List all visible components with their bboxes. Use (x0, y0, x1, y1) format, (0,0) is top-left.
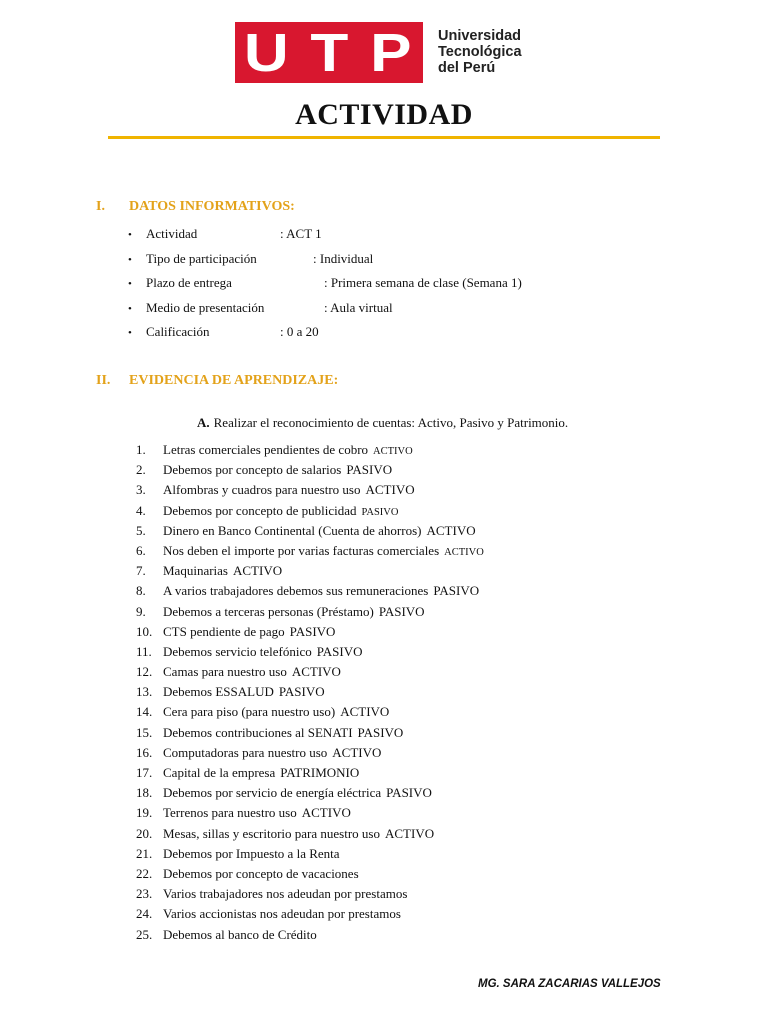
item-text: Debemos por concepto de salarios (163, 462, 342, 478)
account-item (136, 845, 484, 865)
item-number: 23. (136, 886, 153, 902)
item-text: Maquinarias (163, 563, 228, 579)
item-classification: ACTIVO (444, 546, 484, 558)
section-heading-datos (96, 199, 295, 215)
info-item (128, 323, 319, 348)
item-text: Alfombras y cuadros para nuestro uso (163, 482, 361, 498)
item-text: Debemos a terceras personas (Préstamo) (163, 603, 374, 619)
info-value: : ACT 1 (280, 226, 322, 241)
account-item (136, 582, 484, 602)
accounts-list (136, 441, 484, 946)
account-item (136, 825, 484, 845)
account-item (136, 926, 484, 946)
info-label: Calificación (146, 324, 210, 339)
item-number: 19. (136, 805, 153, 821)
account-item (136, 744, 484, 764)
logo-letters (235, 22, 423, 83)
item-text: A varios trabajadores debemos sus remuneraciones (163, 583, 429, 599)
bullet-icon: • (128, 327, 132, 339)
bullet-icon: • (128, 302, 132, 315)
item-text: Debemos servicio telefónico (163, 643, 312, 659)
item-classification: PASIVO (433, 583, 480, 599)
account-item (136, 724, 484, 744)
item-number: 10. (136, 623, 153, 639)
logo-text-line: Tecnológica (438, 44, 522, 60)
item-text: Cera para piso (para nuestro uso) (163, 704, 336, 720)
item-number: 12. (136, 664, 153, 680)
account-item (136, 603, 484, 623)
instruction-line (197, 415, 568, 431)
item-number: 20. (136, 825, 153, 841)
section-number: II. (96, 373, 111, 388)
item-classification: PASIVO (386, 785, 432, 801)
page-title: ACTIVIDAD (295, 98, 473, 131)
item-text: Varios trabajadores nos adeudan por prestamos (163, 886, 408, 902)
item-number: 7. (136, 563, 146, 579)
account-item (136, 502, 484, 522)
account-item (136, 562, 484, 582)
utp-logo (235, 22, 535, 84)
item-number: 3. (136, 482, 146, 498)
account-item (136, 865, 484, 885)
account-item (136, 623, 484, 643)
item-number: 1. (136, 442, 146, 457)
info-list (128, 225, 522, 348)
logo-letter: T (310, 22, 351, 83)
info-value: : Primera semana de clase (Semana 1) (324, 275, 522, 290)
info-item (128, 299, 393, 324)
account-item (136, 703, 484, 723)
item-number: 2. (136, 462, 146, 478)
account-item (136, 683, 484, 703)
item-classification: ACTIVO (332, 744, 382, 760)
item-number: 5. (136, 522, 146, 538)
item-number: 25. (136, 926, 153, 942)
item-number: 17. (136, 765, 153, 780)
item-classification: ACTIVO (384, 825, 435, 841)
section-number: I. (96, 199, 105, 214)
item-classification: ACTIVO (291, 664, 341, 680)
info-value: : 0 a 20 (280, 324, 319, 339)
account-item (136, 522, 484, 542)
item-number: 13. (136, 684, 153, 700)
item-text: Debemos por concepto de publicidad (163, 502, 357, 518)
account-item (136, 643, 484, 663)
account-item (136, 461, 484, 481)
info-value: : Individual (313, 250, 374, 266)
info-label: Actividad (146, 226, 198, 241)
item-number: 4. (136, 502, 146, 518)
item-classification: ACTIVO (365, 482, 415, 498)
info-label: Medio de presentación (146, 299, 265, 315)
logo-letter: P (369, 22, 414, 83)
logo-text-line: Universidad (438, 28, 521, 44)
item-text: Varios accionistas nos adeudan por prestamos (163, 906, 401, 922)
item-classification: PASIVO (346, 462, 393, 478)
item-classification: ACTIVO (373, 446, 413, 457)
item-text: Debemos por servicio de energía eléctrica (163, 785, 382, 801)
item-number: 15. (136, 724, 153, 740)
info-item (128, 225, 322, 250)
section-heading-evidencia (96, 373, 338, 389)
item-text: Debemos por concepto de vacaciones (163, 865, 359, 881)
item-number: 8. (136, 583, 146, 599)
item-number: 16. (136, 744, 153, 760)
bullet-icon: • (128, 229, 132, 241)
item-classification: PASIVO (361, 506, 399, 518)
account-item (136, 542, 484, 562)
account-item (136, 764, 484, 784)
item-text: Letras comerciales pendientes de cobro (163, 442, 369, 457)
item-classification: PASIVO (378, 603, 425, 619)
item-text: Capital de la empresa (163, 765, 276, 780)
info-label: Tipo de participación (146, 250, 257, 266)
bullet-icon: • (128, 278, 132, 290)
item-classification: ACTIVO (340, 704, 390, 720)
item-text: Debemos por Impuesto a la Renta (163, 845, 340, 861)
item-text: Dinero en Banco Continental (Cuenta de ahorros) (163, 522, 422, 538)
item-text: Terrenos para nuestro uso (163, 805, 297, 821)
item-classification: ACTIVO (426, 522, 476, 538)
item-classification: PASIVO (316, 643, 363, 659)
account-item (136, 481, 484, 501)
logo-university-name (438, 28, 522, 76)
account-item (136, 905, 484, 925)
account-item (136, 663, 484, 683)
author-signature: MG. SARA ZACARIAS VALLEJOS (478, 978, 661, 990)
title-divider (108, 136, 660, 139)
item-number: 6. (136, 542, 146, 558)
info-value: : Aula virtual (324, 299, 393, 315)
item-number: 22. (136, 865, 153, 881)
info-label: Plazo de entrega (146, 275, 232, 290)
item-classification: PASIVO (289, 623, 336, 639)
item-classification: ACTIVO (232, 563, 283, 579)
item-number: 14. (136, 704, 153, 720)
logo-letter: U (244, 22, 292, 83)
account-item (136, 784, 484, 804)
section-title: EVIDENCIA DE APRENDIZAJE: (129, 373, 339, 388)
item-number: 24. (136, 906, 153, 922)
item-text: Debemos al banco de Crédito (163, 926, 317, 942)
instruction-letter: A. (197, 415, 210, 430)
item-classification: ACTIVO (301, 805, 351, 821)
bullet-icon: • (128, 253, 132, 266)
info-item (128, 274, 522, 299)
account-item (136, 885, 484, 905)
section-title: DATOS INFORMATIVOS: (129, 199, 295, 214)
item-number: 21. (136, 845, 153, 861)
item-number: 9. (136, 603, 146, 619)
account-item (136, 804, 484, 824)
item-text: Debemos contribuciones al SENATI (163, 724, 353, 740)
item-number: 11. (136, 643, 152, 659)
item-text: Debemos ESSALUD (163, 684, 274, 700)
instruction-text: Realizar el reconocimiento de cuentas: Activo, Pasivo y Patrimonio. (213, 415, 569, 430)
item-text: Computadoras para nuestro uso (163, 744, 328, 760)
item-classification: PATRIMONIO (280, 765, 360, 780)
account-item (136, 441, 484, 461)
item-text: Mesas, sillas y escritorio para nuestro uso (163, 825, 380, 841)
item-text: Camas para nuestro uso (163, 664, 287, 680)
item-text: Nos deben el importe por varias facturas comerciales (163, 542, 440, 558)
info-item (128, 250, 374, 275)
item-text: CTS pendiente de pago (163, 623, 285, 639)
item-number: 18. (136, 785, 153, 801)
item-classification: PASIVO (357, 724, 404, 740)
logo-text-line: del Perú (438, 60, 496, 76)
item-classification: PASIVO (278, 684, 325, 700)
